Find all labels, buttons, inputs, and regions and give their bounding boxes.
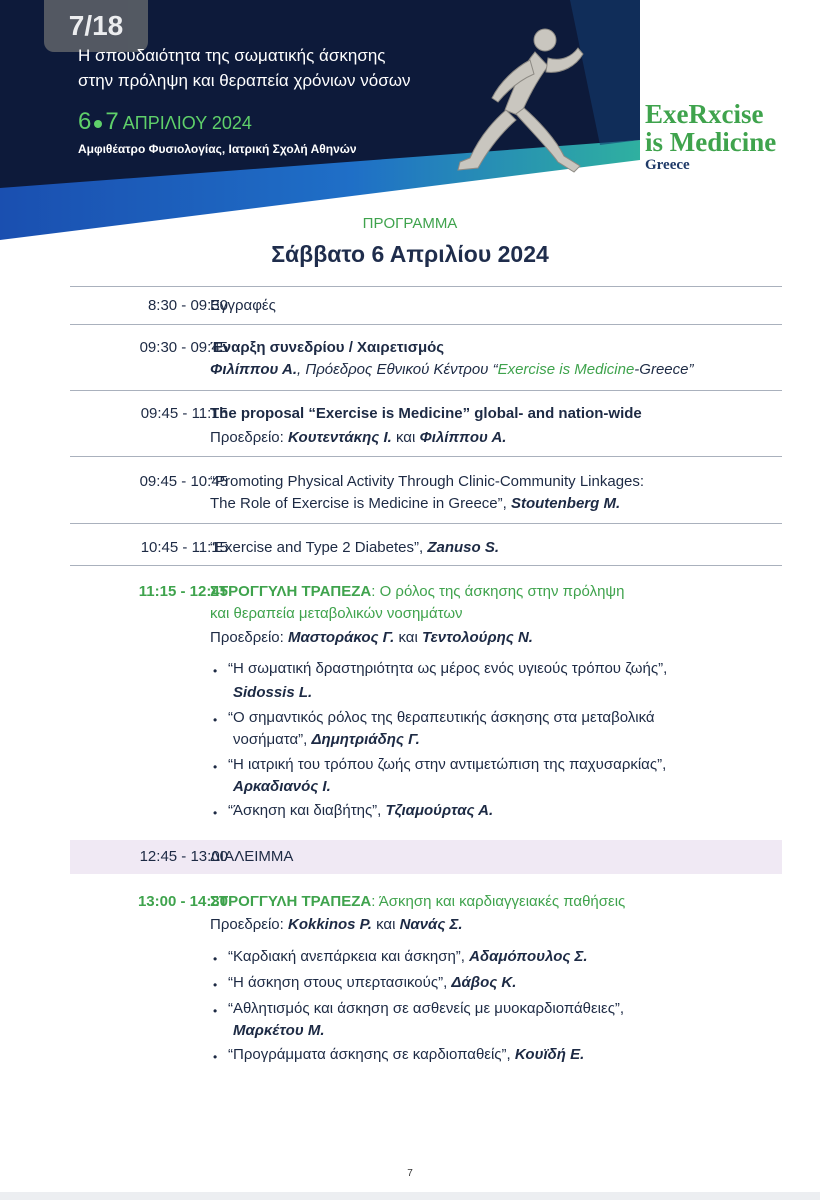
break-label: ΔΙΑΛΕΙΜΜΑ	[210, 848, 294, 865]
session-title: “Promoting Physical Activity Through Clinic-Community Linkages:	[210, 473, 645, 490]
exercise-is-medicine-logo: ExeRxcise is Medicine Greece	[645, 99, 777, 173]
day-title: Σάββατο 6 Απριλίου 2024	[271, 241, 549, 267]
talk-title-cont: νοσήματα”, Δημητριάδης Γ.	[233, 731, 420, 748]
bullet-icon: •	[213, 1004, 218, 1018]
session-title: The proposal “Exercise is Medicine” global- and nation-wide	[210, 405, 642, 422]
session-chairs: Προεδρείο: Μαστοράκος Γ. και Τεντολούρης Ν.	[210, 629, 533, 646]
time-slot: 8:30 - 09:30	[147, 297, 228, 314]
time-slot: 09:30 - 09:45	[139, 339, 228, 356]
session-title: Έναρξη συνεδρίου / Χαιρετισμός	[210, 339, 445, 356]
session-chairs: Προεδρείο: Kokkinos P. και Νανάς Σ.	[210, 916, 463, 933]
session-speaker-line: Φιλίππου Α., Πρόεδρος Εθνικού Κέντρου “Exercise is Medicine-Greece”	[210, 361, 694, 378]
talk-speaker: Αρκαδιανός Ι.	[233, 778, 331, 795]
time-slot: 09:45 - 11:15	[140, 405, 228, 422]
session-title: “Exercise and Type 2 Diabetes”, Zanuso S.	[210, 539, 500, 556]
divider	[70, 390, 782, 391]
bullet-icon: •	[213, 978, 218, 992]
bullet-icon: •	[213, 806, 218, 820]
session-title: Εγγραφές	[210, 297, 276, 314]
talk-title: “Η άσκηση στους υπερτασικούς”, Δάβος Κ.	[228, 974, 517, 991]
roundtable-title-cont: και θεραπεία μεταβολικών νοσημάτων	[210, 605, 463, 622]
banner-venue: Αμφιθέατρο Φυσιολογίας, Ιατρική Σχολή Αθηνών	[78, 142, 357, 156]
talk-title: “Προγράμματα άσκησης σε καρδιοπαθείς”, Κουϊδή Ε.	[228, 1046, 585, 1063]
talk-title: “Ο σημαντικός ρόλος της θεραπευτικής άσκησης στα μεταβολικά	[228, 709, 655, 726]
time-slot: 12:45 - 13:00	[139, 848, 228, 865]
page-number: 7	[407, 1168, 413, 1179]
bullet-icon: •	[213, 664, 218, 678]
talk-title: “Η σωματική δραστηριότητα ως μέρος ενός υγιεούς τρόπου ζωής”,	[228, 660, 668, 677]
roundtable-title: ΣΤΡΟΓΓΥΛΗ ΤΡΑΠΕΖΑ: Άσκηση και καρδιαγγειακές παθήσεις	[210, 893, 626, 910]
bullet-icon: •	[213, 1050, 218, 1064]
talk-speaker: Μαρκέτου Μ.	[233, 1022, 325, 1039]
time-slot: 10:45 - 11:15	[140, 539, 228, 556]
talk-title: “Αθλητισμός και άσκηση σε ασθενείς με μυοκαρδιοπάθειες”,	[228, 1000, 625, 1017]
divider	[70, 565, 782, 566]
talk-title: “Καρδιακή ανεπάρκεια και άσκηση”, Αδαμόπουλος Σ.	[228, 948, 588, 965]
talk-title: “Άσκηση και διαβήτης”, Τζιαμούρτας Α.	[228, 802, 494, 819]
divider	[70, 324, 782, 325]
session-chairs: Προεδρείο: Κουτεντάκης Ι. και Φιλίππου Α.	[210, 429, 507, 446]
talk-speaker: Sidossis L.	[233, 684, 313, 701]
time-slot: 09:45 - 10:45	[139, 473, 228, 490]
time-slot: 11:15 - 12:45	[138, 583, 228, 600]
divider	[70, 523, 782, 524]
time-slot: 13:00 - 14:30	[137, 893, 228, 910]
bullet-icon: •	[213, 713, 218, 727]
bullet-icon: •	[213, 952, 218, 966]
banner-subtitle-line1: Η σπουδαιότητα της σωματικής άσκησης	[78, 46, 386, 65]
program-label: ΠΡΟΓΡΑΜΜΑ	[362, 215, 458, 232]
bottom-strip	[0, 1192, 820, 1200]
bullet-icon: •	[213, 760, 218, 774]
banner-subtitle-line2: στην πρόληψη και θεραπεία χρόνιων νόσων	[78, 71, 411, 90]
divider	[70, 456, 782, 457]
page-counter-badge: 7/18	[44, 0, 148, 52]
roundtable-title: ΣΤΡΟΓΓΥΛΗ ΤΡΑΠΕΖΑ: Ο ρόλος της άσκησης στην πρόληψη	[210, 583, 625, 600]
session-title-cont: The Role of Exercise is Medicine in Greece”, Stoutenberg M.	[210, 495, 621, 512]
talk-title: “Η ιατρική του τρόπου ζωής στην αντιμετώπιση της παχυσαρκίας”,	[228, 756, 667, 773]
banner-date: 6 7 ΑΠΡΙΛΙΟΥ 2024	[78, 108, 252, 135]
divider	[70, 286, 782, 287]
